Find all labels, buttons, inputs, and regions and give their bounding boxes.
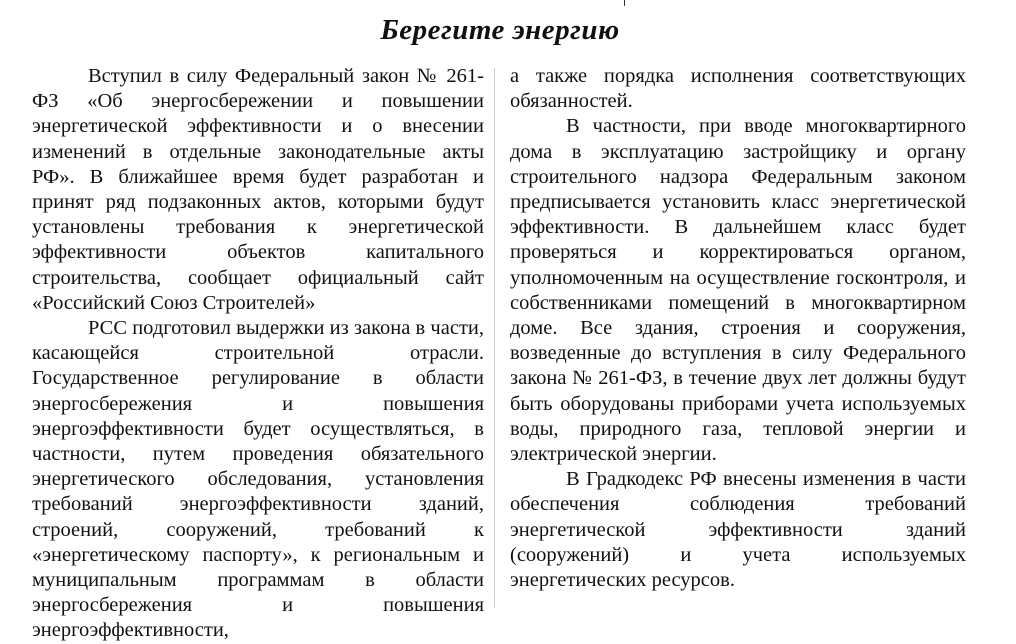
right-paragraph-2: В частности, при вводе многоквартирного дома в эксплуатацию застройщику и органу строительного надзора Федеральным законом предписывается установить класс энергетической эффективности. В дальнейшем класс будет проверяться и корректироваться органом, уполномоченным на осуществление госконтроля, и собственниками помещений в многоквартирном доме. Все здания, строения и сооружения, возведенные до вступления в силу Федерального закона № 261-ФЗ, в течение двух лет должны будут быть оборудованы приборами учета используемых воды, природного газа, тепловой энергии и электрической энергии. [510, 115, 966, 466]
right-paragraph-3: В Градкодекс РФ внесены изменения в части обеспечения соблюдения требований энергетической эффективности зданий (сооружений) и учета используемых энергетических ресурсов. [510, 468, 966, 592]
right-column [510, 64, 966, 593]
left-column [32, 64, 484, 644]
scan-mark [624, 0, 625, 6]
column-divider [494, 68, 495, 608]
right-paragraph-continuation: а также порядка исполнения соответствующих обязанностей. [510, 65, 966, 113]
left-paragraph-2: РСС подготовил выдержки из закона в части, касающейся строительной отрасли. Государственное регулирование в области энергосбережения и повышения энергоэффективности будет осуществляться, в частности, путем проведения обязательного энергетического обследования, установления требований энергоэффективности зданий, строений, сооружений, требований к «энергетическому паспорту», к региональным и муниципальным программам в области энергосбережения и повышения энергоэффективности, [32, 317, 484, 642]
left-paragraph-1: Вступил в силу Федеральный закон № 261-ФЗ «Об энергосбережении и повышении энергетической эффективности и о внесении изменений в отдельные законодательные акты РФ». В ближайшее время будет разработан и принят ряд подзаконных актов, которыми будут установлены требования к энергетической эффективности объектов капитального строительства, сообщает официальный сайт «Российский Союз Строителей» [32, 65, 484, 314]
article-title: Берегите энергию [380, 14, 620, 46]
